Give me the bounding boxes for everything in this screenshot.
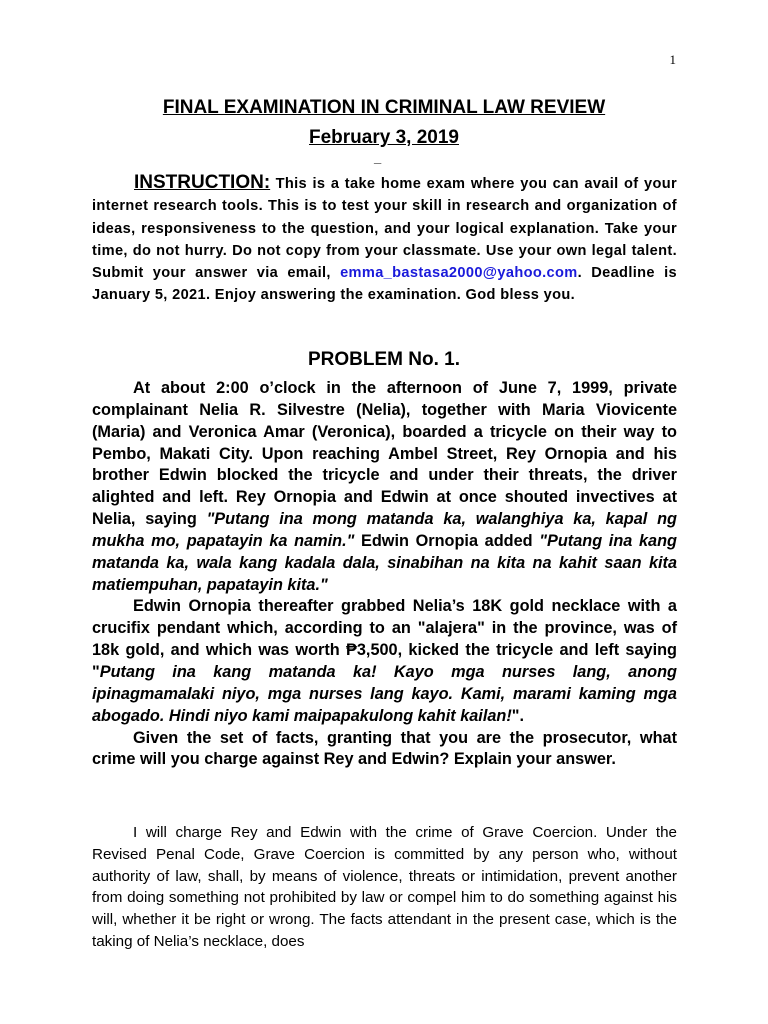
instruction-paragraph	[92, 172, 677, 307]
facts-text-3: Edwin Ornopia thereafter grabbed Nelia’s 18K gold necklace with a crucifix pendant which, according to an "alajera" in the province, was of 18k gold, and which was worth ₱3,500, kicked the tricycle and left saying "	[92, 597, 677, 681]
facts-paragraph-1	[92, 378, 677, 596]
quote-3: Putang ina kang matanda ka! Kayo mga nurses lang, anong ipinagmamalaki niyo, mga nurses lang kayo. Kami, marami kaming mga abogado. Hindi niyo kami maipapakulong kahit kailan!	[92, 662, 677, 725]
facts-text-2: Edwin Ornopia added	[354, 531, 540, 550]
facts-text-4: ".	[511, 706, 525, 725]
instruction-label: INSTRUCTION:	[134, 172, 271, 193]
instruction-deadline: . Deadline is January 5, 2021. Enjoy answering the examination. God bless you.	[92, 265, 677, 304]
exam-date: February 3, 2019	[309, 127, 459, 148]
problem-facts	[92, 378, 677, 771]
quote-2: "Putang ina kang matanda ka, wala kang kadala dala, sinabihan na kita na kahit saan kita matiempuhan, papatayin kita."	[92, 531, 677, 594]
answer-paragraph: I will charge Rey and Edwin with the crime of Grave Coercion. Under the Revised Penal Code, Grave Coercion is committed by any person who, without authority of law, shall, by means of violence, threats or intimidation, prevent another from doing something not prohibited by law or compel him to do something against his will, whether it be right or wrong. The facts attendant in the present case, which is the taking of Nelia’s necklace, does	[92, 824, 677, 950]
email-link[interactable]: emma_bastasa2000@yahoo.com	[340, 265, 578, 282]
page-number: 1	[669, 52, 676, 67]
facts-paragraph-2	[92, 596, 677, 727]
problem-heading: PROBLEM No. 1.	[307, 349, 460, 370]
quote-1: "Putang ina mong matanda ka, walanghiya ka, kapal ng mukha mo, papatayin ka namin."	[92, 510, 677, 550]
answer-section	[92, 822, 677, 953]
underscore-mark: _	[374, 150, 382, 165]
instruction-text: This is a take home exam where you can avail of your internet research tools. This is to test your skill in research and organization of ideas, responsiveness to the question, and your logical explanation. Take your time, do not hurry. Do not copy from your classmate. Use your own legal talent. Submit your answer via email,	[92, 176, 677, 282]
exam-title: FINAL EXAMINATION IN CRIMINAL LAW REVIEW	[162, 97, 606, 118]
facts-text: At about 2:00 o’clock in the afternoon of June 7, 1999, private complainant Nelia R. Silvestre (Nelia), together with Maria Viovicente (Maria) and Veronica Amar (Veronica), boarded a tricycle on their way to Pembo, Makati City. Upon reaching Ambel Street, Rey Ornopia and his brother Edwin blocked the tricycle and under their threats, the driver alighted and left. Rey Ornopia and Edwin at once shouted invectives at Nelia, saying	[92, 379, 677, 529]
question-paragraph: Given the set of facts, granting that you are the prosecutor, what crime will you charge against Rey and Edwin? Explain your answer.	[92, 728, 677, 769]
